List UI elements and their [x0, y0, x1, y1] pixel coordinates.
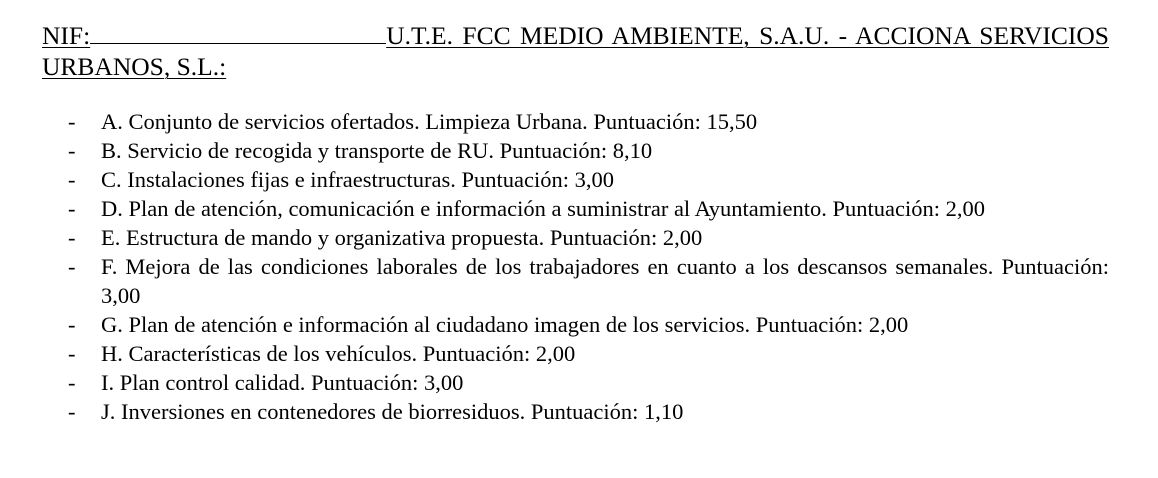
list-bullet: - [68, 167, 76, 192]
nif-redacted-field [90, 42, 386, 44]
list-bullet: - [68, 399, 76, 424]
nif-label: NIF: [42, 21, 91, 50]
document-page [42, 20, 1109, 426]
list-bullet: - [68, 225, 76, 250]
bidder-header [42, 20, 1109, 82]
score-item-text: A. Conjunto de servicios ofertados. Limpieza Urbana. Puntuación: 15,50 [101, 109, 758, 134]
score-item-a [42, 107, 1109, 136]
list-bullet: - [68, 196, 76, 221]
score-item-text: F. Mejora de las condiciones laborales de los trabajadores en cuanto a los descansos semanales. Puntuación: 3,00 [101, 254, 1109, 308]
score-item-text: G. Plan de atención e información al ciudadano imagen de los servicios. Puntuación: 2,00 [101, 312, 909, 337]
score-item-g [42, 310, 1109, 339]
list-bullet: - [68, 341, 76, 366]
score-item-text: B. Servicio de recogida y transporte de RU. Puntuación: 8,10 [101, 138, 653, 163]
list-bullet: - [68, 109, 76, 134]
bidder-company-name: U.T.E. FCC MEDIO AMBIENTE, S.A.U. - ACCIONA SERVICIOS URBANOS, S.L.: [42, 21, 1109, 81]
score-item-j [42, 397, 1109, 426]
score-item-text: E. Estructura de mando y organizativa propuesta. Puntuación: 2,00 [101, 225, 703, 250]
list-bullet: - [68, 138, 76, 163]
list-bullet: - [68, 312, 76, 337]
score-item-c [42, 165, 1109, 194]
score-item-text: H. Características de los vehículos. Puntuación: 2,00 [101, 341, 576, 366]
list-bullet: - [68, 370, 76, 395]
score-item-text: D. Plan de atención, comunicación e información a suministrar al Ayuntamiento. Puntuación: 2,00 [101, 196, 985, 221]
score-item-b [42, 136, 1109, 165]
score-item-f [42, 252, 1109, 310]
score-item-text: I. Plan control calidad. Puntuación: 3,00 [101, 370, 464, 395]
score-item-h [42, 339, 1109, 368]
score-item-text: C. Instalaciones fijas e infraestructuras. Puntuación: 3,00 [101, 167, 614, 192]
score-item-d [42, 194, 1109, 223]
score-item-e [42, 223, 1109, 252]
score-item-text: J. Inversiones en contenedores de biorresiduos. Puntuación: 1,10 [101, 399, 684, 424]
score-list [42, 107, 1109, 426]
score-item-i [42, 368, 1109, 397]
list-bullet: - [68, 254, 76, 279]
